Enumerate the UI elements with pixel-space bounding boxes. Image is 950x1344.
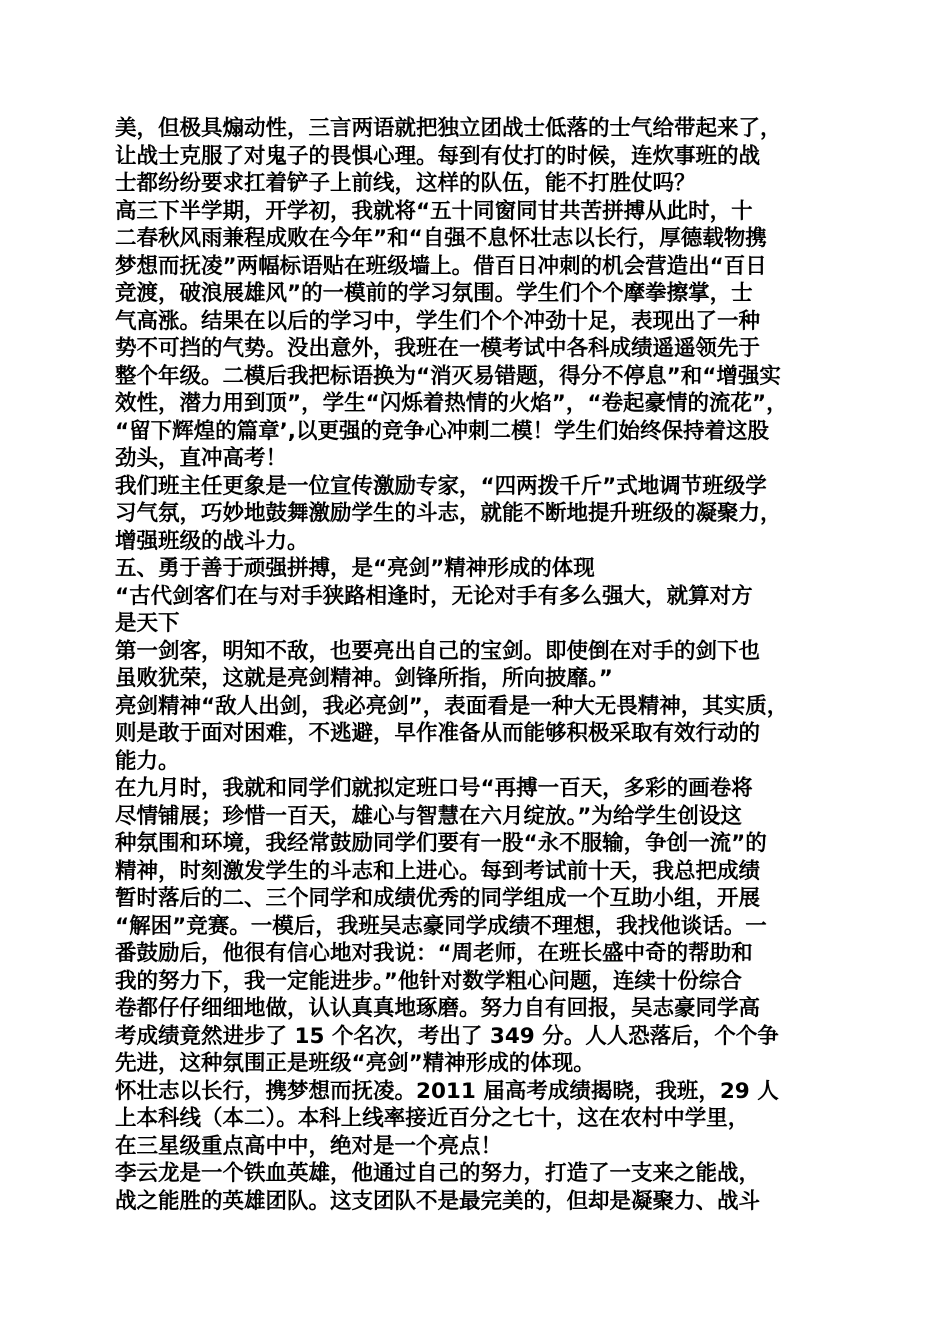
text-line: 我们班主任更象是一位宣传激励专家，“四两拨千斤”式地调节班级学	[115, 473, 767, 499]
text-line: 虽败犹荣，这就是亮剑精神。剑锋所指，所向披靡。”	[115, 666, 613, 691]
document-page	[115, 115, 837, 1215]
text-line: 我的努力下，我一定能进步。”他针对数学粗心问题，连续十份综合	[115, 968, 742, 994]
text-line: 能力。	[115, 748, 180, 774]
text-line: 尽情铺展；珍惜一百天，雄心与智慧在六月绽放。”为给学生创设这	[115, 803, 742, 829]
text-line: 则是敢于面对困难，不逃避，早作准备从而能够积极采取有效行动的	[115, 721, 761, 746]
text-line: 战之能胜的英雄团队。这支团队不是最完美的，但却是凝聚力、战斗	[115, 1188, 761, 1214]
text-line: 增强班级的战斗力。	[115, 528, 309, 554]
text-line: 习气氛，巧妙地鼓舞激励学生的斗志，就能不断地提升班级的凝聚力，	[115, 501, 782, 526]
text-line: 卷都仔仔细细地做，认认真真地琢磨。努力自有回报，吴志豪同学高	[115, 996, 761, 1021]
text-line: 番鼓励后，他很有信心地对我说：“周老师，在班长盛中奇的帮助和	[115, 941, 753, 966]
text-line: 势不可挡的气势。没出意外，我班在一模考试中各科成绩遥遥领先于	[115, 336, 761, 361]
text-line: 整个年级。二模后我把标语换为“消灭易错题，得分不停息”和“增强实	[115, 363, 781, 389]
text-line: 梦想而抚凌”两幅标语贴在班级墙上。借百日冲刺的机会营造出“百日	[115, 253, 767, 279]
text-line: 精神，时刻激发学生的斗志和上进心。每到考试前十天，我总把成绩	[115, 858, 761, 884]
text-line: 在九月时，我就和同学们就拟定班口号“再搏一百天，多彩的画卷将	[115, 776, 753, 801]
text-line: “古代剑客们在与对手狭路相逢时，无论对手有多么强大，就算对方	[115, 583, 753, 609]
text-line: 竞渡，破浪展雄风”的一模前的学习氛围。学生们个个摩拳擦掌，士	[115, 281, 753, 306]
text-line: 怀壮志以长行，携梦想而抚凌。2011 届高考成绩揭晓，我班，29 人	[115, 1078, 779, 1104]
text-line: 让战士克服了对鬼子的畏惧心理。每到有仗打的时候，连炊事班的战	[115, 143, 761, 169]
text-line: “留下辉煌的篇章’,以更强的竞争心冲刺二模！学生们始终保持着这股	[115, 418, 769, 444]
text-line: 李云龙是一个铁血英雄，他通过自己的努力，打造了一支来之能战，	[115, 1161, 761, 1186]
text-line: 效性，潜力用到顶”，学生“闪烁着热情的火焰”，“卷起豪情的流花”，	[115, 391, 788, 416]
text-line: 种氛围和环境，我经常鼓励同学们要有一股“永不服输，争创一流”的	[115, 831, 767, 856]
text-line: 亮剑精神“敌人出剑，我必亮剑”，表面看是一种大无畏精神，其实质，	[115, 693, 789, 719]
text-line: 暂时落后的二、三个同学和成绩优秀的同学组成一个互助小组，开展	[115, 886, 761, 911]
text-line: 二春秋风雨兼程成败在今年”和“自强不息怀壮志以长行，厚德载物携	[115, 226, 767, 251]
text-line: 劲头，直冲高考！	[115, 446, 288, 471]
text-line: 考成绩竟然进步了 15 个名次，考出了 349 分。人人恐落后，个个争	[115, 1023, 779, 1049]
text-line: 上本科线（本二）。本科上线率接近百分之七十，这在农村中学里，	[115, 1106, 750, 1131]
text-line: 气高涨。结果在以后的学习中，学生们个个冲劲十足，表现出了一种	[115, 308, 761, 334]
text-line: 高三下半学期，开学初，我就将“五十同窗同甘共苦拼搏从此时，十	[115, 198, 753, 224]
text-line: “解困”竞赛。一模后，我班吴志豪同学成绩不理想，我找他谈话。一	[115, 913, 767, 939]
text-line: 美，但极具煽动性，三言两语就把独立团战士低落的士气给带起来了，	[115, 116, 782, 141]
text-line: 在三星级重点高中中，绝对是一个亮点！	[115, 1133, 503, 1159]
text-line: 第一剑客，明知不敌，也要亮出自己的宝剑。即使倒在对手的剑下也	[115, 638, 761, 664]
text-line: 士都纷纷要求扛着铲子上前线，这样的队伍，能不打胜仗吗？	[115, 171, 696, 196]
text-line: 先进，这种氛围正是班级“亮剑”精神形成的体现。	[115, 1051, 595, 1076]
text-line: 是天下	[115, 611, 180, 636]
section-heading: 五、勇于善于顽强拼搏，是“亮剑”精神形成的体现	[115, 556, 595, 581]
